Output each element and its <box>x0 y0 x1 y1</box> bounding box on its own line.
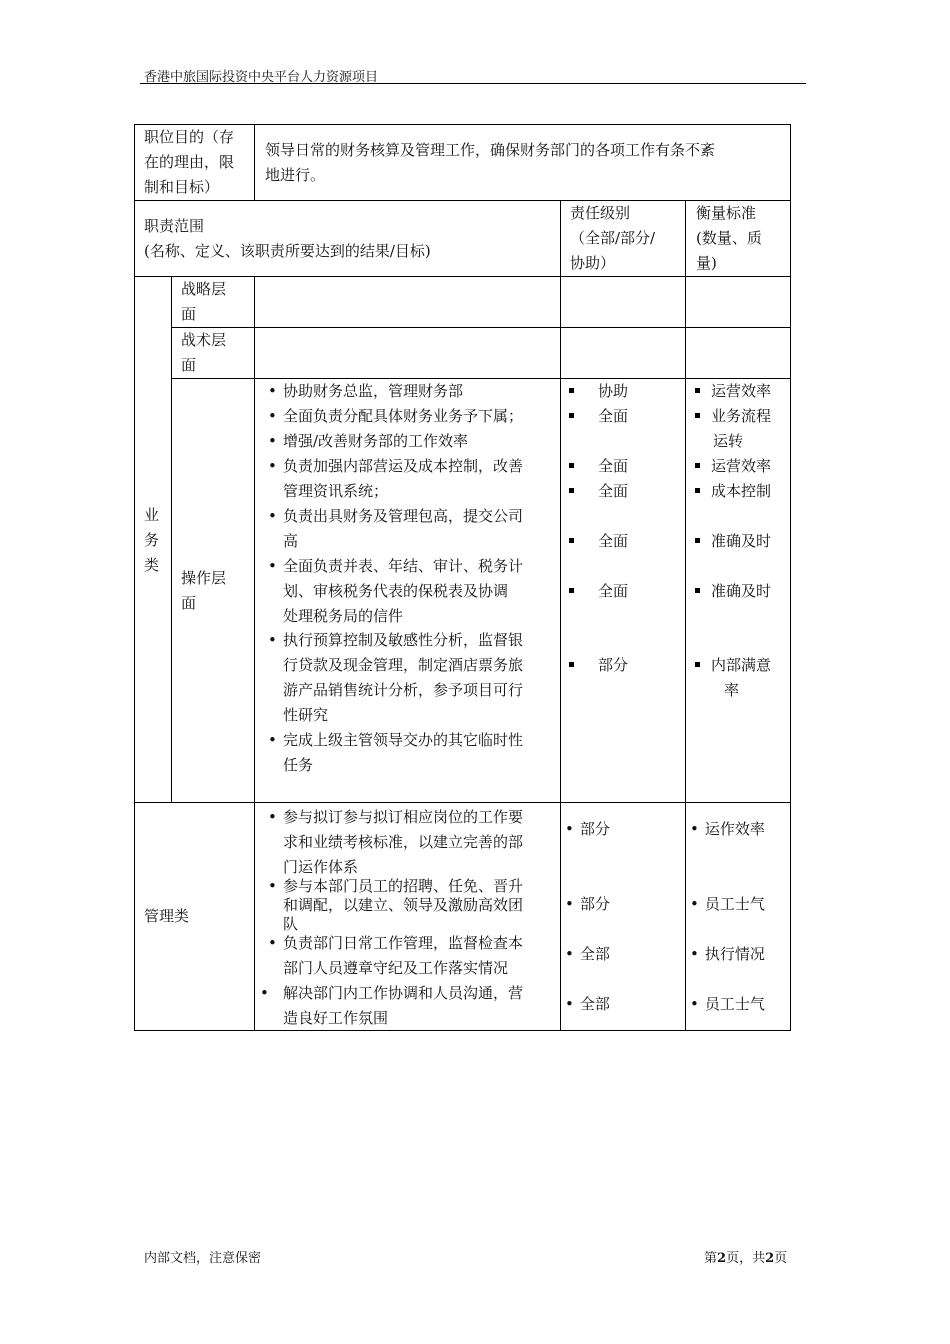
business-measure: 准确及时 <box>695 529 771 554</box>
square-bullet-icon <box>569 538 574 543</box>
business-duty: • 全面负责分配具体财务业务予下属； <box>268 404 523 429</box>
bullet-icon: • <box>268 934 277 952</box>
business-duty: • 负责出具财务及管理包高，提交公司 高 <box>268 504 523 554</box>
square-bullet-icon <box>695 463 700 468</box>
business-level: 协助 <box>569 379 628 404</box>
bullet-icon: • <box>690 820 699 838</box>
business-measure: 运营效率 <box>695 454 771 479</box>
bullet-icon: • <box>260 984 269 1002</box>
square-bullet-icon <box>695 488 700 493</box>
bullet-icon: • <box>268 407 277 425</box>
management-level: • 部分 <box>565 895 610 913</box>
business-category: 业 务 类 <box>144 506 160 574</box>
bullet-icon: • <box>268 382 277 400</box>
management-measure: • 运作效率 <box>690 820 765 838</box>
measure-header: 衡量标准 (数量、质 量) <box>696 204 762 272</box>
business-level: 全面 <box>569 404 628 429</box>
business-level: 全面 <box>569 454 628 479</box>
business-measure: 内部满意 率 <box>695 653 771 703</box>
square-bullet-icon <box>569 488 574 493</box>
business-level: 全面 <box>569 479 628 504</box>
bullet-icon: • <box>565 895 574 913</box>
bullet-icon: • <box>268 507 277 525</box>
square-bullet-icon <box>569 463 574 468</box>
business-measure: 成本控制 <box>695 479 771 504</box>
square-bullet-icon <box>695 538 700 543</box>
bullet-icon: • <box>268 631 277 649</box>
bullet-icon: • <box>268 557 277 575</box>
square-bullet-icon <box>695 413 700 418</box>
bullet-icon: • <box>268 808 277 826</box>
management-measure: • 员工士气 <box>690 895 765 913</box>
bullet-icon: • <box>565 820 574 838</box>
confidential-note: 内部文档，注意保密 <box>144 1251 262 1266</box>
management-measure: • 员工士气 <box>690 995 765 1013</box>
row-divider <box>134 200 791 201</box>
business-measure: 准确及时 <box>695 579 771 604</box>
col-divider <box>685 200 686 1031</box>
square-bullet-icon <box>569 413 574 418</box>
square-bullet-icon <box>695 662 700 667</box>
bullet-icon: • <box>268 731 277 749</box>
purpose-label: 职位目的（存 在的理由，限 制和目标） <box>144 128 235 196</box>
strategic-level-label: 战略层 面 <box>181 280 227 323</box>
square-bullet-icon <box>569 588 574 593</box>
business-level: 全面 <box>569 579 628 604</box>
scope-header: 职责范围 (名称、定义、该职责所要达到的结果/目标) <box>144 217 431 260</box>
management-level: • 部分 <box>565 820 610 838</box>
bullet-icon: • <box>268 877 277 895</box>
management-duty: • 参与本部门员工的招聘、任免、晋升 和调配，以建立、领导及激励高效团 队 <box>268 877 524 933</box>
square-bullet-icon <box>569 388 574 393</box>
level-header: 责任级别 （全部/部分/ 协助） <box>570 204 656 272</box>
bullet-icon: • <box>690 995 699 1013</box>
management-duty: • 负责部门日常工作管理，监督检查本 部门人员遵章守纪及工作落实情况 <box>268 931 523 981</box>
business-duty: • 负责加强内部营运及成本控制，改善 管理资讯系统； <box>268 454 523 504</box>
management-category: 管理类 <box>144 907 190 925</box>
business-measure: 业务流程 运转 <box>695 404 771 454</box>
header-rule <box>140 83 806 84</box>
bullet-icon: • <box>565 945 574 963</box>
bullet-icon: • <box>690 895 699 913</box>
square-bullet-icon <box>569 662 574 667</box>
business-duty: • 执行预算控制及敏感性分析，监督银 行贷款及现金管理，制定酒店票务旅 游产品销售统计分析，参予项目可行 性研究 <box>268 628 523 728</box>
bullet-icon: • <box>565 995 574 1013</box>
business-duty: • 全面负责并表、年结、审计、税务计 划、审核税务代表的保税表及协调 处理税务局的信件 <box>268 554 523 629</box>
square-bullet-icon <box>695 388 700 393</box>
row-divider <box>134 276 791 277</box>
management-duty: • 解决部门内工作协调和人员沟通，营 造良好工作氛围 <box>260 981 523 1031</box>
col-divider <box>560 200 561 1031</box>
operational-level-label: 操作层 面 <box>181 569 227 612</box>
business-level: 部分 <box>569 653 628 678</box>
management-level: • 全部 <box>565 945 610 963</box>
management-level: • 全部 <box>565 995 610 1013</box>
purpose-text: 领导日常的财务核算及管理工作，确保财务部门的各项工作有条不紊 地进行。 <box>265 141 716 184</box>
business-duty: • 协助财务总监，管理财务部 <box>268 379 463 404</box>
business-duty: • 完成上级主管领导交办的其它临时性 任务 <box>268 728 523 778</box>
bullet-icon: • <box>268 457 277 475</box>
business-measure: 运营效率 <box>695 379 771 404</box>
business-duty: • 增强/改善财务部的工作效率 <box>268 429 468 454</box>
management-duty: • 参与拟订参与拟订相应岗位的工作要 求和业绩考核标准，以建立完善的部 门运作体系 <box>268 805 523 880</box>
square-bullet-icon <box>695 588 700 593</box>
tactical-level-label: 战术层 面 <box>181 331 227 374</box>
bullet-icon: • <box>268 432 277 450</box>
bullet-icon: • <box>690 945 699 963</box>
document-header: 香港中旅国际投资中央平台人力资源项目 <box>144 70 379 85</box>
col-divider <box>254 124 255 200</box>
col-divider <box>254 276 255 1031</box>
row-divider <box>171 327 791 328</box>
management-measure: • 执行情况 <box>690 945 765 963</box>
page-number: 第2页，共2页 <box>704 1251 788 1266</box>
row-divider <box>134 802 791 803</box>
col-divider <box>171 276 172 802</box>
business-level: 全面 <box>569 529 628 554</box>
